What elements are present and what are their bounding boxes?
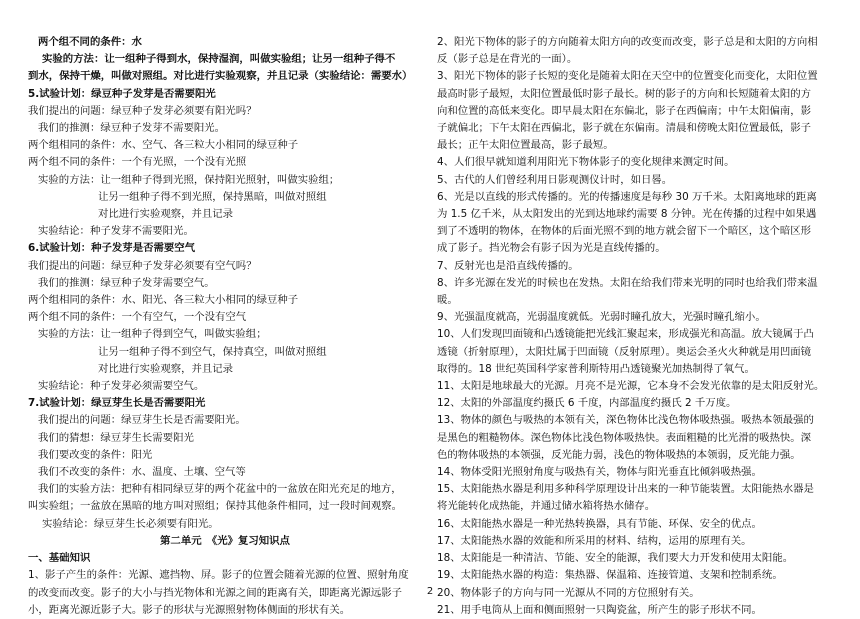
left-column-line: 我们提出的问题：绿豆种子发芽必须要有阳光吗？: [28, 104, 257, 117]
left-column-line: 到水，保持干燥，叫做对照组。对比进行实验观察，并且记录（实验结论：需要水）: [28, 70, 413, 83]
right-column: [437, 34, 837, 619]
right-column-line: 17、太阳能热水器的效能和所采用的材料、结构，运用的原理有关。: [437, 534, 752, 547]
left-column-line: 对比进行实验观察，并且记录: [98, 208, 234, 221]
left-column-line: 我们的推测：绿豆种子发芽需要空气。: [38, 276, 215, 289]
left-column-line: 的改变而改变。影子的大小与挡光物体和光源之间的距离有关，即距离光源远影子: [28, 586, 403, 599]
right-column-line: 成了影子。挡光物会有影子因为光是直线传播的。: [437, 242, 666, 255]
right-column-line: 11、太阳是地球最大的光源。月亮不是光源，它本身不会发光依靠的是太阳反射光。: [437, 380, 825, 393]
right-column-line: 最长；正午太阳位置最高，影子最短。: [437, 139, 614, 152]
right-column-line: 为 1.5 亿千米，从太阳发出的光到达地球约需要 8 分钟。光在传播的过程中如果遇: [437, 208, 817, 221]
page-number: 2: [426, 586, 434, 597]
left-column-line: 两个组不同的条件：一个有光照，一个没有光照: [28, 156, 247, 169]
right-column-line: 反（影子总是在背光的一面）。: [437, 53, 578, 66]
right-column-line: 透镜（折射原理），太阳灶属于凹面镜（反射原理）。奥运会圣火火种就是用凹面镜: [437, 345, 812, 358]
left-column-line: 实验结论：种子发芽不需要阳光。: [38, 225, 194, 238]
right-column-line: 12、太阳的外部温度约摄氏 6 千度，内部温度约摄氏 2 千万度。: [437, 397, 737, 410]
right-column-line: 色的物体吸热的本领强，反光能力弱，浅色的物体吸热的本领弱，反光能力强。: [437, 448, 801, 461]
left-column-line: 第二单元 《光》复习知识点: [160, 534, 290, 547]
right-column-line: 暖。: [437, 294, 458, 307]
left-column-line: 让另一组种子得不到空气，保持真空，叫做对照组: [98, 345, 327, 358]
left-column: [28, 34, 422, 619]
left-column-line: 我们要改变的条件：阳光: [38, 448, 153, 461]
left-column-line: 我们的推测：绿豆种子发芽不需要阳光。: [38, 122, 226, 135]
right-column-line: 16、太阳能热水器是一种光热转换器，具有节能、环保、安全的优点。: [437, 517, 762, 530]
left-column-line: 小，距离光源近影子大。影子的形状与光源照射物体侧面的形状有关。: [28, 603, 351, 616]
left-column-line: 两个组不同的条件：水: [38, 36, 142, 48]
right-column-line: 6、光是以直线的形式传播的。光的传播速度是每秒 30 万千米。太阳离地球的距离: [437, 190, 817, 203]
left-column-line: 我们提出的问题：绿豆芽生长是否需要阳光。: [38, 414, 246, 427]
left-column-line: 两个组相同的条件：水、空气、各三粒大小相同的绿豆种子: [28, 139, 299, 152]
right-column-line: 8、许多光源在发光的时候也在发热。太阳在给我们带来光明的同时也给我们带来温: [437, 276, 818, 289]
right-column-line: 向和位置的高低来变化。即早晨太阳在东偏北，影子在西偏南；中午太阳偏南，影: [437, 104, 812, 117]
left-column-line: 5.试验计划：绿豆种子发芽是否需要阳光: [28, 87, 216, 100]
right-column-line: 到了不透明的物体，在物体的后面光照不到的地方就会留下一个暗区，这个暗区形: [437, 225, 812, 238]
left-column-line: 实验结论：种子发芽必须需要空气。: [38, 380, 205, 393]
left-column-line: 我们提出的问题：绿豆种子发芽必须要有空气吗？: [28, 259, 257, 272]
left-column-line: 我们的猜想：绿豆芽生长需要阳光: [38, 431, 194, 444]
left-column-line: 6.试验计划：种子发芽是否需要空气: [28, 242, 196, 255]
right-column-line: 取得的。18 世纪英国科学家普利斯特用凸透镜聚光加热制得了氧气。: [437, 362, 755, 375]
right-column-line: 19、太阳能热水器的构造：集热器、保温箱、连接管道、支架和控制系统。: [437, 569, 783, 582]
right-column-line: 15、太阳能热水器是利用多种科学原理设计出来的一种节能装置。太阳能热水器是: [437, 483, 814, 496]
right-column-line: 9、光强温度就高，光弱温度就低。光弱时瞳孔放大，光强时瞳孔缩小。: [437, 311, 766, 324]
left-column-line: 两个组相同的条件：水、阳光、各三粒大小相同的绿豆种子: [28, 294, 299, 307]
right-column-line: 将光能转化成热能，并通过储水箱将热水储存。: [437, 500, 656, 513]
left-column-line: 实验的方法：让一组种子得到水，保持湿润，叫做实验组；让另一组种子得不: [42, 53, 396, 66]
right-column-line: 13、物体的颜色与吸热的本领有关，深色物体比浅色物体吸热强。吸热本领最强的: [437, 414, 814, 427]
left-column-line: 我们不改变的条件：水、温度、土壤、空气等: [38, 466, 246, 479]
left-column-line: 两个组不同的条件：一个有空气，一个没有空气: [28, 311, 247, 324]
right-column-line: 20、物体影子的方向与同一光源从不同的方位照射有关。: [437, 586, 700, 599]
right-column-line: 5、古代的人们曾经利用日影观测仪计时，如日晷。: [437, 173, 673, 186]
right-column-line: 7、反射光也是沿直线传播的。: [437, 259, 579, 272]
right-column-line: 子就偏北；下午太阳在西偏北，影子就在东偏南。清晨和傍晚太阳位置最低，影子: [437, 122, 812, 135]
left-column-line: 实验的方法：让一组种子得到空气，叫做实验组；: [38, 328, 267, 341]
right-column-line: 10、人们发现凹面镜和凸透镜能把光线汇聚起来，形成强光和高温。放大镜属于凸: [437, 328, 814, 341]
left-column-line: 让另一组种子得不到光照，保持黑暗，叫做对照组: [98, 190, 327, 203]
right-column-line: 2、阳光下物体的影子的方向随着太阳方向的改变而改变，影子总是和太阳的方向相: [437, 36, 818, 48]
left-column-line: 1、影子产生的条件：光源、遮挡物、屏。影子的位置会随着光源的位置、照射角度: [28, 569, 409, 582]
right-column-line: 是黑色的粗糙物体。深色物体比浅色物体吸热快。表面粗糙的比光滑的吸热快。深: [437, 431, 812, 444]
left-column-line: 实验的方法：让一组种子得到光照，保持阳光照射，叫做实验组；: [38, 173, 340, 186]
left-column-line: 7.试验计划：绿豆芽生长是否需要阳光: [28, 397, 206, 410]
left-column-line: 我们的实验方法：把种有相同绿豆芽的两个花盆中的一盆放在阳光充足的地方，: [38, 483, 402, 496]
left-column-line: 实验结论：绿豆芽生长必须要有阳光。: [42, 517, 219, 530]
right-column-line: 18、太阳能是一种清洁、节能、安全的能源，我们要大力开发和使用太阳能。: [437, 552, 794, 565]
left-column-line: 对比进行实验观察，并且记录: [98, 362, 234, 375]
left-column-line: 叫实验组；一盆放在黑暗的地方叫对照组；保持其他条件相同，过一段时间观察。: [28, 500, 403, 513]
right-column-line: 最高时影子最短，太阳位置最低时影子最长。树的影子的方向和长短随着太阳的方: [437, 87, 812, 100]
right-column-line: 14、物体受阳光照射角度与吸热有关，物体与阳光垂直比倾斜吸热强。: [437, 466, 762, 479]
right-column-line: 21、用手电筒从上面和侧面照射一只陶瓷盆，所产生的影子形状不同。: [437, 603, 762, 616]
right-column-line: 4、人们很早就知道利用阳光下物体影子的变化规律来测定时间。: [437, 156, 735, 169]
left-column-line: 一、基础知识: [28, 552, 91, 565]
right-column-line: 3、阳光下物体的影子长短的变化是随着太阳在天空中的位置变化而变化，太阳位置: [437, 70, 818, 83]
